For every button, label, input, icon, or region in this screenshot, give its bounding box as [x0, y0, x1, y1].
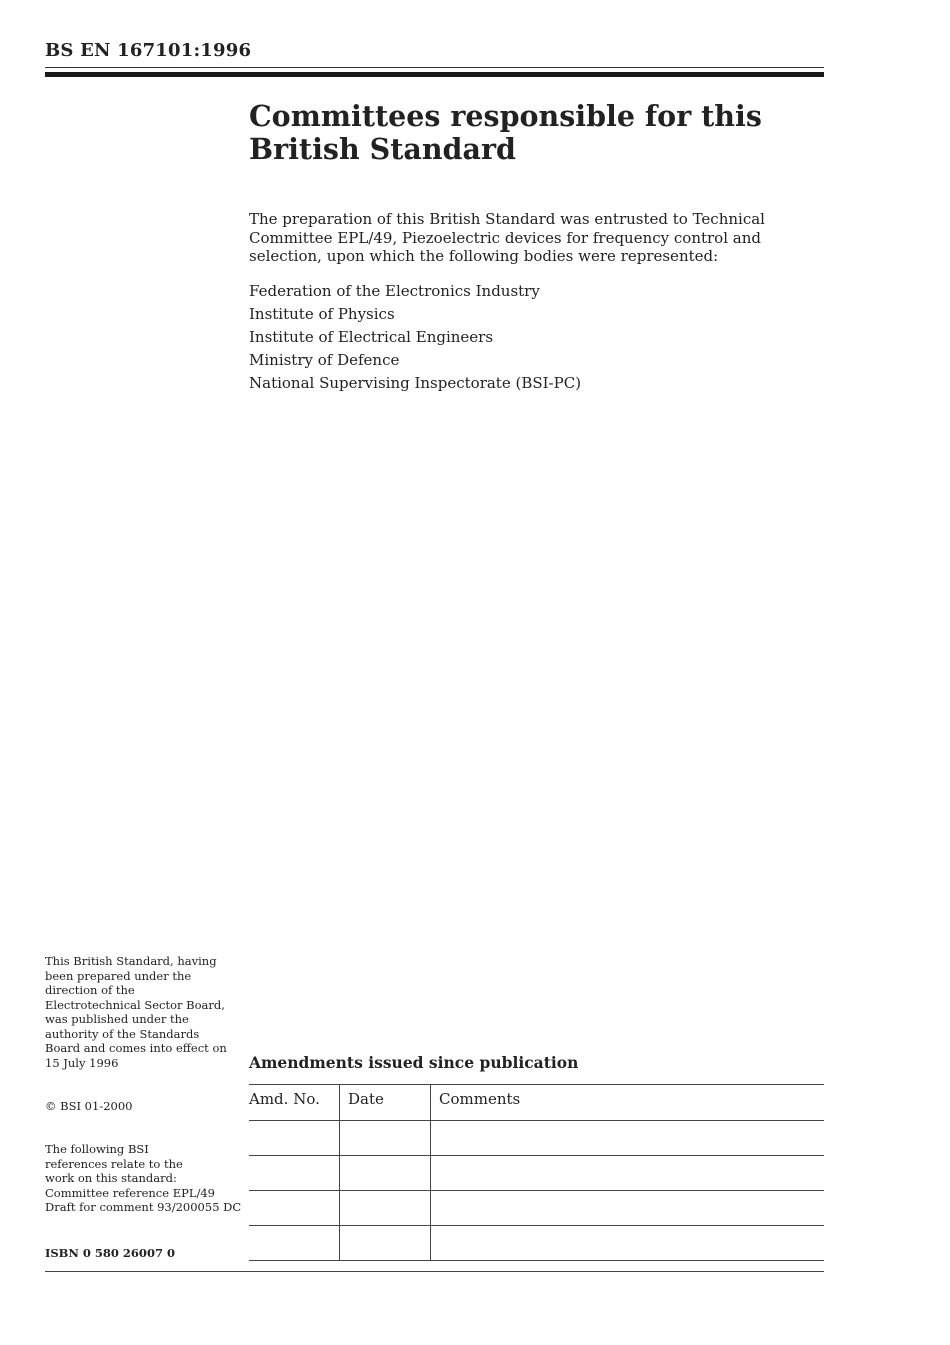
column-header-comments: Comments: [431, 1085, 825, 1121]
amendments-table: [249, 1084, 824, 1261]
table-cell: [249, 1226, 340, 1261]
page-title-line2: British Standard: [249, 132, 516, 166]
page-title: [249, 100, 829, 166]
table-cell: [431, 1191, 825, 1226]
amendments-heading: Amendments issued since publication: [249, 1053, 579, 1072]
list-item: Institute of Physics: [249, 305, 395, 323]
table-cell: [249, 1156, 340, 1191]
table-cell: [431, 1121, 825, 1156]
committee-reference: Committee reference EPL/49: [45, 1185, 215, 1200]
bsi-references: [45, 1142, 250, 1215]
draft-reference: Draft for comment 93/200055 DC: [45, 1200, 242, 1214]
table-cell: [249, 1191, 340, 1226]
copyright-note: © BSI 01-2000: [45, 1099, 133, 1113]
standard-number: BS EN 167101:1996: [45, 40, 252, 61]
list-item: Institute of Electrical Engineers: [249, 328, 494, 346]
table-cell: [340, 1191, 431, 1226]
table-cell: [340, 1121, 431, 1156]
list-item: Ministry of Defence: [249, 351, 400, 369]
intro-paragraph: The preparation of this British Standard was entrusted to Technical Committee EPL/49, Piezoelectric devices for frequency control and selection, upon which the following bodies were represented:: [249, 210, 765, 265]
table-cell: [249, 1121, 340, 1156]
references-intro: The following BSI references relate to the work on this standard:: [45, 1142, 183, 1185]
table-row: [249, 1156, 824, 1191]
table-cell: [340, 1226, 431, 1261]
column-header-date: Date: [340, 1085, 431, 1121]
list-item: National Supervising Inspectorate (BSI-PC): [249, 374, 582, 392]
table-cell: [431, 1156, 825, 1191]
isbn: ISBN 0 580 26007 0: [45, 1246, 175, 1260]
represented-bodies-list: [249, 280, 581, 395]
table-header-row: [249, 1085, 824, 1121]
table-cell: [340, 1156, 431, 1191]
table-cell: [431, 1226, 825, 1261]
page-title-line1: Committees responsible for this: [249, 99, 762, 133]
table-row: [249, 1191, 824, 1226]
table-row: [249, 1226, 824, 1261]
header-rule-thick: [45, 72, 824, 77]
header-rule-thin: [45, 67, 824, 68]
list-item: Federation of the Electronics Industry: [249, 282, 540, 300]
column-header-amd-no: Amd. No.: [249, 1085, 340, 1121]
publication-note: This British Standard, having been prepared under the direction of the Electrotechnical Sector Board, was published under the authority of the Standards Board and comes into effect on 15 July 1996: [45, 954, 227, 1070]
footer-rule: [45, 1271, 824, 1272]
table-row: [249, 1121, 824, 1156]
